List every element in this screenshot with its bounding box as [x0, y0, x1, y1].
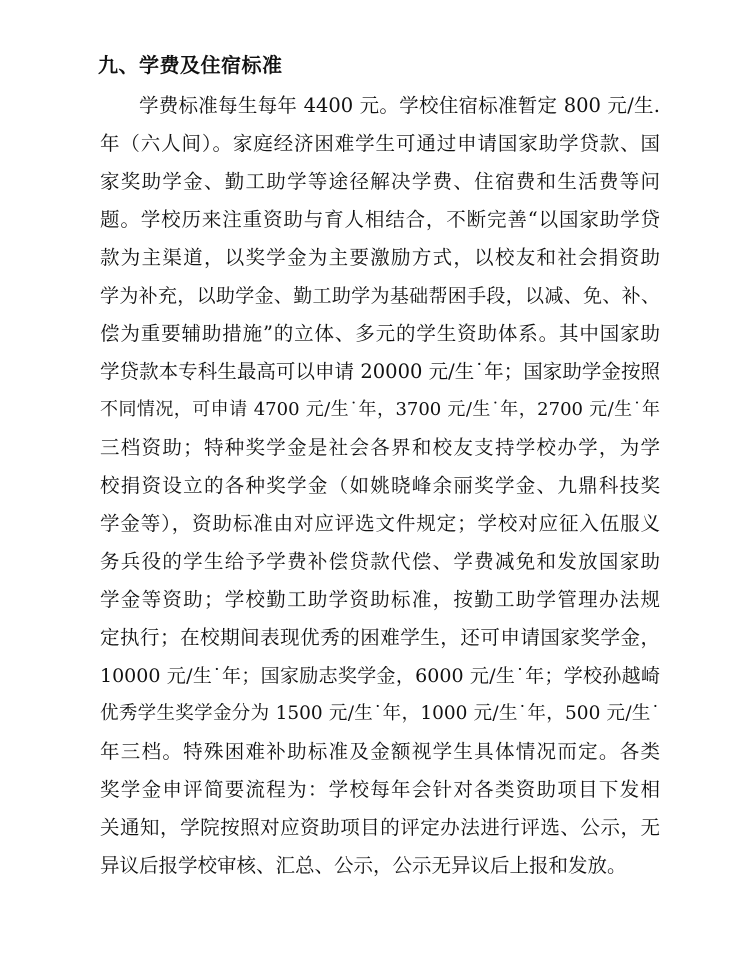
paragraph-line: 优秀学生奖学金分为 1500 元/生˙年，1000 元/生˙年，500 元/生˙: [100, 703, 660, 724]
paragraph-line: 关通知，学院按照对应资助项目的评定办法进行评选、公示，无: [100, 816, 660, 839]
paragraph-line: 款为主渠道，以奖学金为主要激励方式，以校友和社会捐资助: [100, 246, 660, 269]
paragraph-line: 学为补充，以助学金、勤工助学为基础帮困手段，以减、免、补、: [100, 285, 660, 307]
paragraph-line: 题。学校历来注重资助与育人相结合，不断完善“以国家助学贷: [100, 208, 660, 231]
paragraph-line: 异议后报学校审核、汇总、公示，公示无异议后上报和发放。: [100, 854, 627, 877]
paragraph-line: 学金等资助；学校勤工助学资助标准，按勤工助学管理办法规: [100, 588, 660, 611]
paragraph-line: 学贷款本专科生最高可以申请 20000 元/生˙年；国家助学金按照: [100, 360, 660, 383]
section-heading: 九、学费及住宿标准: [98, 53, 283, 77]
paragraph-line: 学费标准每生每年 4400 元。学校住宿标准暂定 800 元/生.: [139, 94, 660, 117]
paragraph-line: 家奖助学金、勤工助学等途径解决学费、住宿费和生活费等问: [100, 170, 660, 193]
paragraph-line: 年（六人间）。家庭经济困难学生可通过申请国家助学贷款、国: [100, 132, 660, 155]
paragraph-line: 10000 元/生˙年；国家励志奖学金，6000 元/生˙年；学校孙越崎: [100, 665, 660, 687]
paragraph-line: 不同情况，可申请 4700 元/生˙年，3700 元/生˙年，2700 元/生˙年: [100, 399, 660, 420]
paragraph-line: 三档资助；特种奖学金是社会各界和校友支持学校办学，为学: [100, 436, 660, 459]
paragraph-line: 年三档。特殊困难补助标准及金额视学生具体情况而定。各类: [100, 740, 660, 763]
paragraph-line: 校捐资设立的各种奖学金（如姚晓峰余丽奖学金、九鼎科技奖: [100, 474, 660, 497]
paragraph-line: 定执行；在校期间表现优秀的困难学生，还可申请国家奖学金，: [100, 626, 660, 649]
paragraph-line: 务兵役的学生给予学费补偿贷款代偿、学费减免和发放国家助: [100, 550, 660, 573]
paragraph-line: 学金等），资助标准由对应评选文件规定；学校对应征入伍服义: [100, 512, 660, 535]
paragraph-line: 奖学金申评简要流程为：学校每年会针对各类资助项目下发相: [100, 778, 660, 801]
paragraph-line: 偿为重要辅助措施”的立体、多元的学生资助体系。其中国家助: [100, 322, 660, 345]
